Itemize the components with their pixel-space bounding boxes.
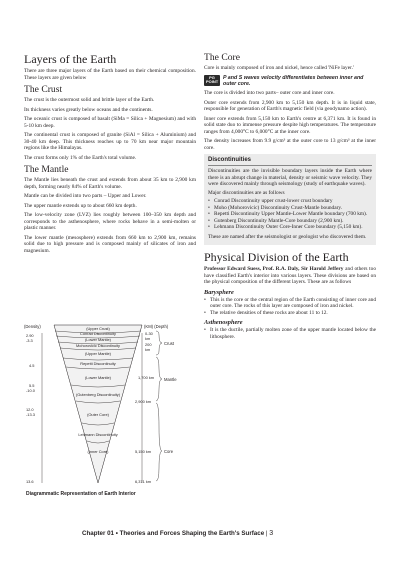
layer-label-1: (Upper Crust) [86,326,110,331]
diagram-caption: Diagrammatic Representation of Earth Interior [26,491,136,497]
pg-point-badge: PG POINT [206,74,219,84]
depth-tick-2: km [145,336,151,341]
footer-title: Theories and Forces Shaping the Earth's Surface [119,530,265,537]
layer-label-7: (Lower Mantle) [85,375,111,380]
crust-side-label: Crust [164,341,175,346]
list-item: • Conrad Discontinuity upper crust-lower crust boundary [208,198,372,205]
mantle-para-1: The Mantle lies beneath the crust and extends from about 35 km to 2,900 km depth, forming nearly 84% of Earth's volume. [24,177,196,190]
density-tick-1: 2.90 [26,333,34,338]
left-column [24,52,196,257]
density-tick-6: 12.0 [26,407,34,412]
physical-division-authors: Professor Edward Suess, Prof. R.A. Daly, Sir Harold Jeffery [204,266,344,273]
discontinuities-list [208,198,372,231]
discontinuities-para-3: These are named after the seismologist or geologist who discovered them. [208,233,367,240]
crust-para-4: The continental crust is composed of granite (SiAl = Silica + Aluminium) and 30-40 km deep. This thickness reaches up to 70 km near major mountain regions like the Himalayas. [24,132,196,151]
list-item: • It is the ductile, partially molten zone of the upper mantle located below the lithosphere. [204,327,376,340]
mantle-para-4: The low-velocity zone (LVZ) lies roughly between 100–350 km depth and corresponds to the asthenosphere, where rocks behave in a semi-molten or plastic manner. [24,212,196,231]
depth-tick-5: 1,700 km [138,375,155,380]
list-item: • This is the core or the central region of the Earth consisting of inner core and outer core. The rocks of this layer are composed of iron and nickel. [204,297,376,310]
core-para-5: The density increases from 9.9 g/cm³ at the outer core to 13 g/cm³ at the inner core. [204,138,376,151]
list-item: • Moho (Mohorovicic) Discontinuity Crust-Mantle boundary. [208,205,372,212]
core-side-label: Core [164,449,174,454]
layer-label-5: (Upper Mantle) [85,351,111,356]
layer-label-2: Conrad Discontinuity [80,331,116,336]
list-item: • Repetti Discontinuity Upper Mantle-Lower Mantle boundary (700 km). [208,211,372,218]
asthenosphere-list [204,327,376,340]
physical-division-heading: Physical Division of the Earth [204,250,349,265]
density-tick-4: 5.5 [29,383,35,388]
barysphere-heading: Barysphere [204,288,234,296]
depth-tick-1: 0-30 [145,331,153,336]
layer-label-3: (Lower Mantle) [85,337,111,342]
depth-tick-7: 5,150 km [135,449,152,454]
density-tick-8: 13.6 [26,479,34,484]
discontinuities-para-1: Discontinuities are the invisible boundary layers inside the Earth where there is an abrupt change in material, density or seismic wave velocity. They were discovered mainly through seismology (study of earthquake waves). [208,168,372,188]
crust-heading: The Crust [24,84,63,95]
crust-para-5: The crust forms only 1% of the Earth's total volume. [24,154,137,161]
crust-para-3: The oceanic crust is composed of basalt (SiMa = Silica + Magnesium) and with 5-10 km deep. [24,116,196,129]
core-para-4: Inner core extends from 5,150 km to Earth's centre at 6,371 km. It is found in solid state duo to immense pressure despite high temperatures. The temperature ranges from 4,000°C to 6,000°C at the inner core. [204,115,376,135]
density-tick-3: 4.5 [29,363,35,368]
layer-label-4: Mohorovicic Discontinuity [76,343,120,348]
right-column [204,52,376,343]
depth-axis-label: (KM) (Depth) [144,324,169,329]
crust-para-2: Its thickness varies greatly below oceans and the continents. [24,106,153,113]
list-item: • The relative densities of these rocks are about 11 to 12. [204,310,376,317]
mantle-para-5: The lower mantle (mesosphere) extends from 660 km to 2,900 km, remains solid due to high pressure and is composed mainly of silicates of iron and magnesium. [24,234,196,254]
pg-point-note [204,75,376,88]
mantle-para-3: The upper mantle extends up to about 660 km depth. [24,202,137,209]
discontinuities-box [204,154,376,245]
mantle-heading: The Mantle [24,164,69,175]
core-para-3: Outer core extends from 2,900 km to 5,150 km depth. It is in liquid state, responsible for generation of Earth's magnetic field (via geodynamo action). [204,99,376,113]
depth-tick-8: 6,371 km [135,479,152,484]
list-item: • Gutenberg Discontinuity Mantle-Core boundary (2,900 km). [208,218,372,225]
discontinuities-heading: Discontinuities [208,157,372,166]
density-axis-label: (Density) [24,324,41,329]
layer-label-6: Repetti Discontinuity [80,361,116,366]
depth-tick-3: 200 [145,342,152,347]
mantle-side-label: Mantle [164,377,177,382]
page-footer [82,530,382,537]
layers-heading: Layers of the Earth [24,52,117,66]
layers-intro: There are three major layers of the Earth based on their chemical composition. These layers are given below [24,68,196,81]
layer-label-9: (Outer Core) [87,412,109,417]
footer-separator: | [265,530,268,537]
earth-interior-diagram [24,323,199,501]
mantle-para-2: Mantle can be divided into two parts – Upper and Lower. [24,193,147,199]
footer-bullet: • [115,530,118,537]
depth-tick-4: km [145,347,151,352]
core-para-2: The core is divided into two parts– outer core and inner core. [204,90,335,97]
footer-page-number: 3 [269,530,274,537]
layer-label-10: Lehmann Discontinuity [78,432,118,437]
pg-point-text: P and S waves velocity differentiates between inner and outer core. [223,74,364,87]
footer-chapter: Chapter 01 [82,530,114,537]
density-tick-7: -13.3 [26,412,35,417]
list-item: • Lehmann Discontinuity Outer Core-Inner Core boundary (5,150 km). [208,224,372,231]
layer-label-8: (Gutenberg Discontinuity) [75,392,121,397]
core-para-1: Core is mainly composed of iron and nickel, hence called 'NiFe layer.' [204,65,354,71]
density-tick-2: -3.3 [26,338,33,343]
physical-division-rest: and others too have classified Earth's interior into various layers. These divisions are based on the physical composition of the different layers. These are as follows [204,266,376,286]
asthenosphere-heading: Asthenosphere [204,319,243,327]
crust-para-1: The crust is the outermost solid and brittle layer of the Earth. [24,97,155,103]
layer-label-11: (Inner Core) [87,449,109,454]
density-tick-5: -10.0 [26,388,35,393]
depth-tick-6: 2,900 km [135,399,152,404]
discontinuities-para-2: Major discontinuities are as follows [208,189,285,196]
barysphere-list [204,297,376,317]
core-heading: The Core [204,52,240,63]
physical-division-para [204,266,376,286]
